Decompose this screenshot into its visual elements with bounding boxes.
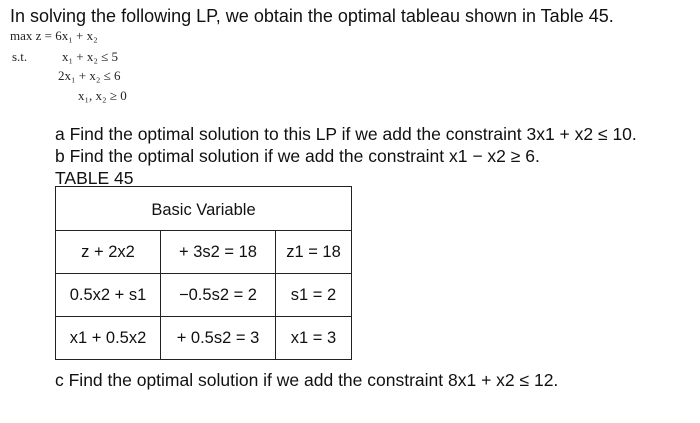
problem-intro: In solving the following LP, we obtain the optimal tableau shown in Table 45.: [10, 6, 614, 26]
table-header-row: [56, 187, 352, 231]
table-cell: + 0.5s2 = 3: [161, 317, 276, 360]
optimal-tableau: [55, 186, 352, 360]
lp-nonnegativity: x₁, x₂ ≥ 0: [78, 88, 127, 103]
table-cell: x1 + 0.5x2: [56, 317, 161, 360]
lp-objective: max z = 6x₁ + x₂: [10, 28, 98, 43]
table-cell: −0.5s2 = 2: [161, 274, 276, 317]
table-title: TABLE 45: [55, 168, 134, 188]
question-c: c Find the optimal solution if we add the constraint 8x1 + x2 ≤ 12.: [55, 370, 559, 390]
table-cell: x1 = 3: [276, 317, 352, 360]
table-cell: + 3s2 = 18: [161, 231, 276, 274]
lp-constraint-1: x₁ + x₂ ≤ 5: [62, 49, 119, 64]
table-header: Basic Variable: [56, 187, 352, 231]
table-cell: z1 = 18: [276, 231, 352, 274]
table-cell: z + 2x2: [56, 231, 161, 274]
question-a: a Find the optimal solution to this LP if we add the constraint 3x1 + x2 ≤ 10.: [55, 124, 637, 144]
table-cell: 0.5x2 + s1: [56, 274, 161, 317]
table-row: [56, 317, 352, 360]
table-row: [56, 231, 352, 274]
table-row: [56, 274, 352, 317]
table-cell: s1 = 2: [276, 274, 352, 317]
lp-subject-to-label: s.t.: [12, 49, 28, 64]
question-b: b Find the optimal solution if we add the constraint x1 − x2 ≥ 6.: [55, 146, 540, 166]
lp-constraint-2: 2x₁ + x₂ ≤ 6: [58, 68, 121, 83]
